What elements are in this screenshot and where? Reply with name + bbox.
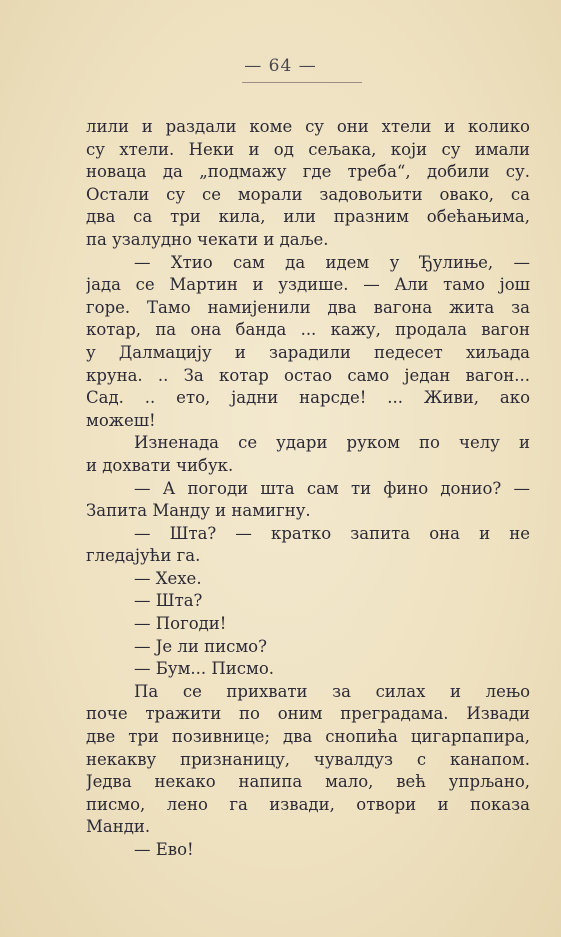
text-line: можеш! bbox=[86, 410, 156, 430]
text-line: — Бум... Писмо. bbox=[134, 659, 275, 679]
text-line: су хтели. Неки и од сељака, који су имали bbox=[86, 139, 530, 159]
text-line: — Је ли писмо? bbox=[134, 636, 267, 656]
text-line: јада се Мартин и уздише. — Али тамо још bbox=[86, 275, 530, 295]
text-line: Једва некако напипа мало, већ упрљано, bbox=[86, 772, 530, 792]
text-line: горе. Тамо намијенили два вагона жита за bbox=[86, 297, 530, 317]
text-line: гледајући га. bbox=[86, 546, 201, 566]
header-rule bbox=[242, 82, 362, 83]
text-line: поче тражити по оним преградама. Извади bbox=[86, 704, 530, 724]
text-line: Сад. .. ето, јадни нарсде! ... Живи, ако bbox=[86, 388, 530, 408]
text-line: Па се прихвати за силах и лењо bbox=[134, 681, 530, 701]
text-line: две три позивнице; два снопића цигарпапира, bbox=[86, 727, 530, 747]
text-line: котар, па она банда ... кажу, продала вагон bbox=[86, 320, 530, 340]
text-line: Остали су се морали задовољити овако, са bbox=[86, 184, 530, 204]
page-number: — 64 — bbox=[244, 56, 317, 76]
text-line: и дохвати чибук. bbox=[86, 455, 234, 475]
text-line: у Далмацију и зарадили педесет хиљада bbox=[86, 342, 530, 362]
text-line: — Погоди! bbox=[134, 614, 227, 634]
text-line: два са три кила, или празним обећањима, bbox=[86, 207, 530, 227]
text-line: некакву признаницу, чувалдуз с канапом. bbox=[86, 749, 530, 769]
body-text bbox=[86, 116, 530, 862]
text-line: — Шта? bbox=[134, 591, 203, 611]
text-line: па узалудно чекати и даље. bbox=[86, 229, 329, 249]
text-line: лили и раздали коме су они хтели и колико bbox=[86, 117, 530, 136]
text-line: — Шта? — кратко запита она и не bbox=[134, 523, 530, 543]
text-line: новаца да „подмажу где треба“, добили су. bbox=[86, 162, 530, 182]
text-line: Манди. bbox=[86, 817, 151, 837]
text-line: — Ево! bbox=[134, 840, 194, 859]
text-line: Изненада се удари руком по челу и bbox=[134, 433, 530, 453]
text-line: писмо, лено га извади, отвори и показа bbox=[86, 794, 530, 814]
text-line: круна. .. За котар остао само један вагон... bbox=[86, 365, 530, 385]
text-line: — А погоди шта сам ти фино донио? — bbox=[134, 478, 530, 498]
text-line: Запита Манду и намигну. bbox=[86, 501, 311, 521]
text-line: — Хехе. bbox=[134, 568, 202, 588]
text-line: — Хтио сам да идем у Ђулиње, — bbox=[134, 252, 530, 272]
